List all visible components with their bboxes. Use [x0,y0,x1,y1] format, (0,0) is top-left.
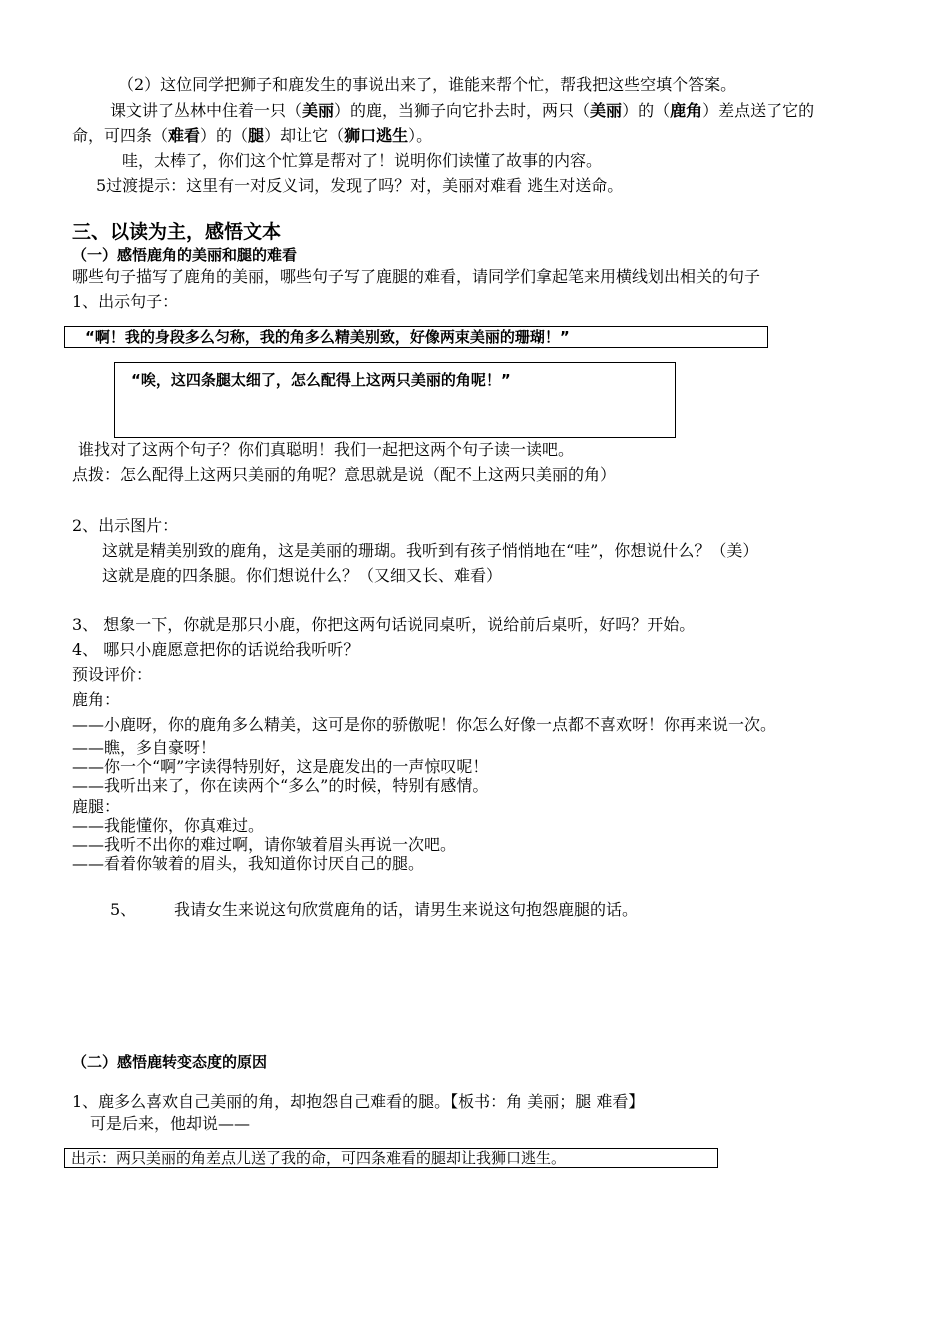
item-number: 5、 [110,900,137,919]
paragraph: 鹿角： [72,690,121,709]
answer-blank: 腿 [248,126,265,145]
answer-blank: 难看 [168,126,201,145]
intro-line-2 [110,100,814,122]
paragraph: ——瞧，多自豪呀！ [72,738,217,757]
quote-box [114,362,676,438]
subsection-heading: （一）感悟鹿角的美丽和腿的难看 [72,246,298,264]
paragraph: 我请女生来说这句欣赏鹿角的话，请男生来说这句抱怨鹿腿的话。 [174,900,639,919]
intro-line-1: （2）这位同学把狮子和鹿发生的事说出来了，谁能来帮个忙，帮我把这些空填个答案。 [118,75,737,94]
paragraph: 1、鹿多么喜欢自己美丽的角，却抱怨自己难看的腿。【板书：角 美丽；腿 难看】 [72,1092,645,1111]
paragraph: 点拨：怎么配得上这两只美丽的角呢？意思就是说（配不上这两只美丽的角） [72,465,617,484]
paragraph: 这就是鹿的四条腿。你们想说什么？（又细又长、难看） [102,566,503,585]
paragraph: 2、出示图片： [72,516,179,535]
text: 命，可四条（ [72,126,169,145]
paragraph: 预设评价： [72,665,153,684]
paragraph: ——你一个“啊”字读得特别好，这是鹿发出的一声惊叹呢！ [72,757,489,776]
paragraph: 可是后来，他却说—— [90,1114,251,1133]
text: ）却让它（ [264,126,345,145]
paragraph: 3、 想象一下，你就是那只小鹿，你把这两句话说同桌听，说给前后桌听，好吗？开始。 [72,615,696,634]
paragraph: 鹿腿： [72,797,121,816]
text: ）的（ [622,101,671,120]
paragraph: ——我听出来了，你在读两个“多么”的时候，特别有感情。 [72,776,489,795]
quote-box [64,326,768,348]
intro-line-5: 5过渡提示：这里有一对反义词，发现了吗？对，美丽对难看 逃生对送命。 [96,176,624,195]
paragraph: 4、 哪只小鹿愿意把你的话说给我听听？ [72,640,360,659]
text: 课文讲了丛林中住着一只（ [110,101,303,120]
paragraph: 这就是精美别致的鹿角，这是美丽的珊瑚。我听到有孩子悄悄地在“哇”，你想说什么？（美） [102,541,759,560]
quote-text: “唉，这四条腿太细了，怎么配得上这两只美丽的角呢！” [131,371,511,389]
intro-line-4: 哇，太棒了，你们这个忙算是帮对了！说明你们读懂了故事的内容。 [122,151,603,170]
paragraph: 1、出示句子： [72,292,179,311]
paragraph: ——看着你皱着的眉头，我知道你讨厌自己的腿。 [72,854,425,873]
paragraph: ——小鹿呀，你的鹿角多么精美，这可是你的骄傲呢！你怎么好像一点都不喜欢呀！你再来说一次。 [72,715,777,734]
intro-line-3 [72,125,432,147]
answer-blank: 美丽 [590,101,623,120]
quote-box [64,1148,718,1168]
text: ）的（ [200,126,249,145]
paragraph: ——我听不出你的难过啊，请你皱着眉头再说一次吧。 [72,835,457,854]
subsection-heading: （二）感悟鹿转变态度的原因 [72,1053,268,1071]
answer-blank: 狮口逃生 [344,126,409,145]
text: ）。 [408,126,433,145]
paragraph: 谁找对了这两个句子？你们真聪明！我们一起把这两个句子读一读吧。 [78,440,575,459]
paragraph: 哪些句子描写了鹿角的美丽，哪些句子写了鹿腿的难看，请同学们拿起笔来用横线划出相关的句子 [72,267,761,286]
quote-text: 出示：两只美丽的角差点儿送了我的命，可四条难看的腿却让我狮口逃生。 [71,1149,567,1167]
quote-text: “啊！我的身段多么匀称，我的角多么精美别致，好像两束美丽的珊瑚！” [85,328,570,346]
text: ）的鹿，当狮子向它扑去时，两只（ [334,101,591,120]
text: ）差点送了它的 [702,101,815,120]
section-heading: 三、以读为主，感悟文本 [72,221,282,243]
paragraph: ——我能懂你，你真难过。 [72,816,265,835]
answer-blank: 美丽 [302,101,335,120]
answer-blank: 鹿角 [670,101,703,120]
